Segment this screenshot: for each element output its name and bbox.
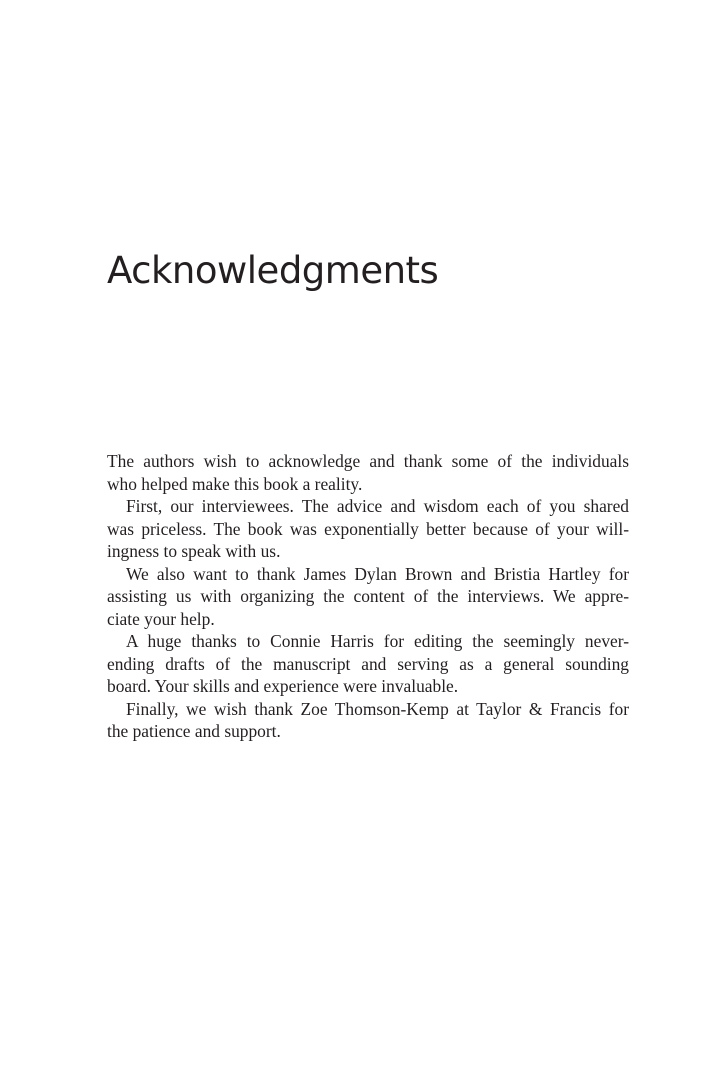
text-line: ingness to speak with us. (107, 541, 281, 561)
text-line: board. Your skills and experience were invaluable. (107, 676, 459, 696)
text-line: assisting us with organizing the content of the interviews. We appre- (107, 586, 629, 606)
text-line: Finally, we wish thank Zoe Thomson-Kemp at Taylor & Francis for (126, 698, 629, 719)
text-line: ciate your help. (107, 608, 215, 629)
chapter-title: Acknowledgments (107, 249, 439, 292)
text-line: was priceless. The book was exponentially better because of your will- (107, 518, 629, 539)
paragraph (107, 563, 629, 631)
paragraph (107, 450, 629, 495)
text-line: the patience and support. (107, 721, 281, 741)
acknowledgments-body (107, 450, 629, 743)
paragraph (107, 495, 629, 563)
text-line: We also want to thank James Dylan Brown and Bristia Hartley for (126, 563, 629, 584)
text-line: A huge thanks to Connie Harris for editing the seemingly never- (126, 631, 629, 651)
paragraph (107, 630, 629, 698)
text-line: First, our interviewees. The advice and wisdom each of you shared (126, 496, 629, 516)
text-line: who helped make this book a reality. (107, 473, 363, 494)
paragraph (107, 698, 629, 743)
text-line: The authors wish to acknowledge and thank some of the individuals (107, 451, 629, 471)
text-line: ending drafts of the manuscript and serving as a general sounding (107, 653, 629, 674)
